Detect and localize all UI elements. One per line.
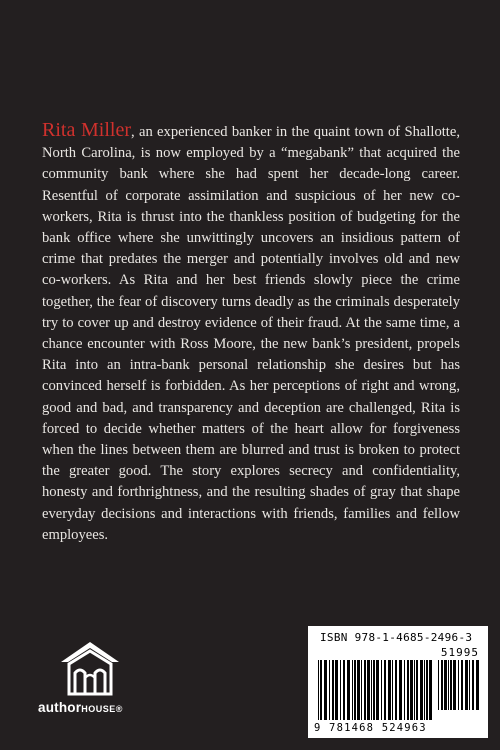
ean-digits: 9 781468 524963 (314, 722, 427, 734)
publisher-name: authorHOUSE® (38, 700, 123, 715)
ean-barcode-bars (318, 660, 434, 720)
protagonist-name: Rita Miller (42, 119, 131, 141)
addon-barcode-bars (438, 660, 482, 710)
blurb-text: , an experienced banker in the quaint town of Shallotte, North Carolina, is now employed by a “megabank” that acquired the community bank where she had spent her decade-long career. Resentful of corporate assimilation and suspicious of her new co-workers, Rita is thrust into the thankless position of budgeting for the bank office where she unwittingly uncovers an insidious pattern of crime that predates the merger and potentially involves old and new co-workers. As Rita and her best friends slowly piece the crime together, the fear of discovery turns deadly as the criminals desperately try to cover up and destroy evidence of their fraud. At the same time, a chance encounter with Ross Moore, the new bank’s president, propels Rita into an intra-bank personal relationship she desires but has convinced herself is forbidden. As her perceptions of right and wrong, good and bad, and transparency and deception are challenged, Rita is forced to decide whether matters of the heart allow for forgiveness when the lines between them are blurred and trust is broken to protect the greater good. The story explores secrecy and confidentiality, honesty and forthrightness, and the resulting shades of gray that shape everyday decisions and interactions with friends, families and fellow employees. (42, 124, 460, 543)
isbn-barcode (308, 626, 488, 738)
back-cover-blurb (42, 120, 460, 546)
isbn-text: ISBN 978-1-4685-2496-3 (320, 631, 473, 644)
house-logo-icon (59, 640, 121, 696)
publisher-logo (38, 640, 134, 720)
price-addon-code: 51995 (440, 646, 479, 659)
